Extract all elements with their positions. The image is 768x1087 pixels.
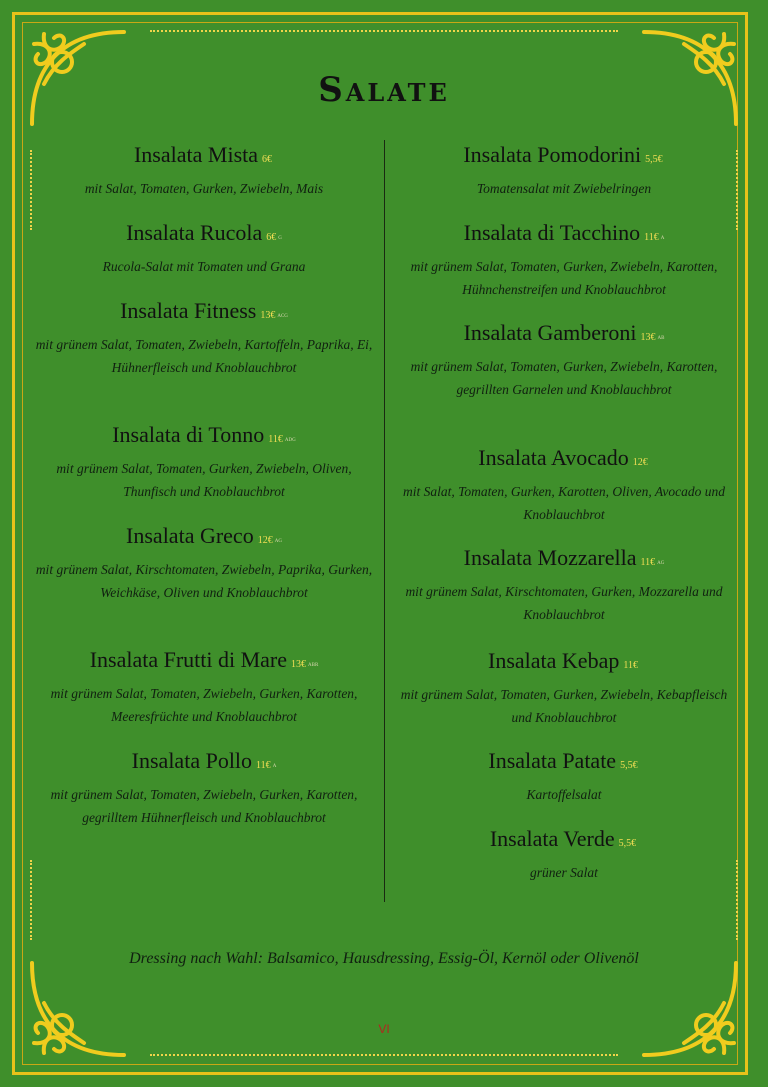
item-description: mit grünem Salat, Tomaten, Zwiebeln, Gurken, Karotten, gegrilltem Hühnerfleisch und Knoblauchbrot <box>50 787 358 825</box>
item-description: mit Salat, Tomaten, Gurken, Zwiebeln, Mais <box>84 181 324 196</box>
item-price: 11€ <box>256 760 271 771</box>
item-allergen: ABR <box>308 663 319 668</box>
menu-item <box>394 445 734 526</box>
column-divider <box>384 140 385 902</box>
dotted-line-bottom <box>150 1054 618 1056</box>
dotted-line-right-bottom <box>736 860 738 940</box>
menu-item <box>394 142 734 201</box>
item-price: 12€ <box>632 457 648 468</box>
page-number: VI <box>378 1022 390 1036</box>
item-allergen: AG <box>657 561 665 566</box>
item-name: Insalata Mozzarella <box>463 545 637 570</box>
item-price: 11€ <box>268 434 283 445</box>
item-name: Insalata Rucola <box>126 220 263 245</box>
item-description: Rucola-Salat mit Tomaten und Grana <box>102 259 306 274</box>
item-allergen: AB <box>657 336 665 341</box>
menu-item <box>394 648 734 729</box>
item-price: 13€ <box>640 332 656 343</box>
item-allergen: ACG <box>277 314 288 319</box>
menu-item <box>394 826 734 885</box>
dotted-line-left-top <box>30 150 32 230</box>
dotted-line-top <box>150 30 618 32</box>
item-allergen: A <box>660 236 665 241</box>
dotted-line-left-bottom <box>30 860 32 940</box>
menu-item <box>34 523 374 604</box>
item-allergen: A <box>272 764 277 769</box>
item-price: 5,5€ <box>645 154 663 165</box>
item-name: Insalata Pollo <box>131 748 253 773</box>
item-price: 11€ <box>640 557 656 568</box>
item-price: 13€ <box>260 310 276 321</box>
item-name: Insalata Greco <box>126 523 254 548</box>
item-price: 11€ <box>623 660 638 671</box>
item-price: 6€ <box>262 154 273 165</box>
item-description: mit grünem Salat, Tomaten, Gurken, Zwiebeln, Kebapfleisch und Knoblauchbrot <box>400 687 728 725</box>
menu-item <box>34 647 374 728</box>
item-description: mit grünem Salat, Kirschtomaten, Gurken, Mozzarella und Knoblauchbrot <box>405 584 723 622</box>
page-title: Salate <box>318 70 450 110</box>
menu-item <box>34 748 374 829</box>
item-price: 5,5€ <box>620 760 638 771</box>
item-description: Kartoffelsalat <box>526 787 602 802</box>
item-name: Insalata Kebap <box>488 648 620 673</box>
item-description: grüner Salat <box>530 865 598 880</box>
item-name: Insalata Fitness <box>120 298 257 323</box>
menu-item <box>394 545 734 626</box>
menu-item <box>34 422 374 503</box>
dotted-line-right-top <box>736 150 738 230</box>
item-description: mit grünem Salat, Tomaten, Gurken, Zwiebeln, Karotten, Hühnchenstreifen und Knoblauchbrot <box>410 259 718 297</box>
item-name: Insalata Verde <box>489 826 615 851</box>
item-name: Insalata Avocado <box>478 445 629 470</box>
item-description: mit grünem Salat, Kirschtomaten, Zwiebeln, Paprika, Gurken, Weichkäse, Oliven und Knoblauchbrot <box>35 562 373 600</box>
item-price: 5,5€ <box>618 838 637 849</box>
item-description: mit grünem Salat, Tomaten, Zwiebeln, Gurken, Karotten, Meeresfrüchte und Knoblauchbrot <box>50 686 358 724</box>
dressing-note: Dressing nach Wahl: Balsamico, Hausdressing, Essig-Öl, Kernöl oder Olivenöl <box>129 950 639 967</box>
item-allergen: ADG <box>284 438 296 443</box>
item-description: mit grünem Salat, Tomaten, Gurken, Zwiebeln, Oliven, Thunfisch und Knoblauchbrot <box>56 461 352 499</box>
item-description: Tomatensalat mit Zwiebelringen <box>476 181 652 196</box>
item-price: 11€ <box>644 232 659 243</box>
menu-item <box>394 748 734 807</box>
item-name: Insalata Mista <box>133 142 259 167</box>
item-price: 13€ <box>291 659 307 670</box>
item-allergen: AG <box>274 539 282 544</box>
menu-item <box>34 142 374 201</box>
item-description: mit grünem Salat, Tomaten, Zwiebeln, Kartoffeln, Paprika, Ei, Hühnerfleisch und Knoblauchbrot <box>35 337 373 375</box>
menu-item <box>394 320 734 401</box>
item-name: Insalata Frutti di Mare <box>89 647 288 672</box>
item-name: Insalata di Tonno <box>112 422 265 447</box>
item-name: Insalata Pomodorini <box>463 142 642 167</box>
item-description: mit grünem Salat, Tomaten, Gurken, Zwiebeln, Karotten, gegrillten Garnelen und Knoblauchbrot <box>410 359 718 397</box>
item-price: 12€ <box>257 535 273 546</box>
item-price: 6€ <box>266 232 277 243</box>
item-name: Insalata di Tacchino <box>463 220 641 245</box>
item-description: mit Salat, Tomaten, Gurken, Karotten, Oliven, Avocado und Knoblauchbrot <box>403 484 725 522</box>
menu-item <box>34 220 374 279</box>
item-name: Insalata Patate <box>488 748 617 773</box>
item-allergen: G <box>278 236 282 241</box>
item-name: Insalata Gamberoni <box>463 320 637 345</box>
menu-item <box>394 220 734 301</box>
menu-item <box>34 298 374 379</box>
